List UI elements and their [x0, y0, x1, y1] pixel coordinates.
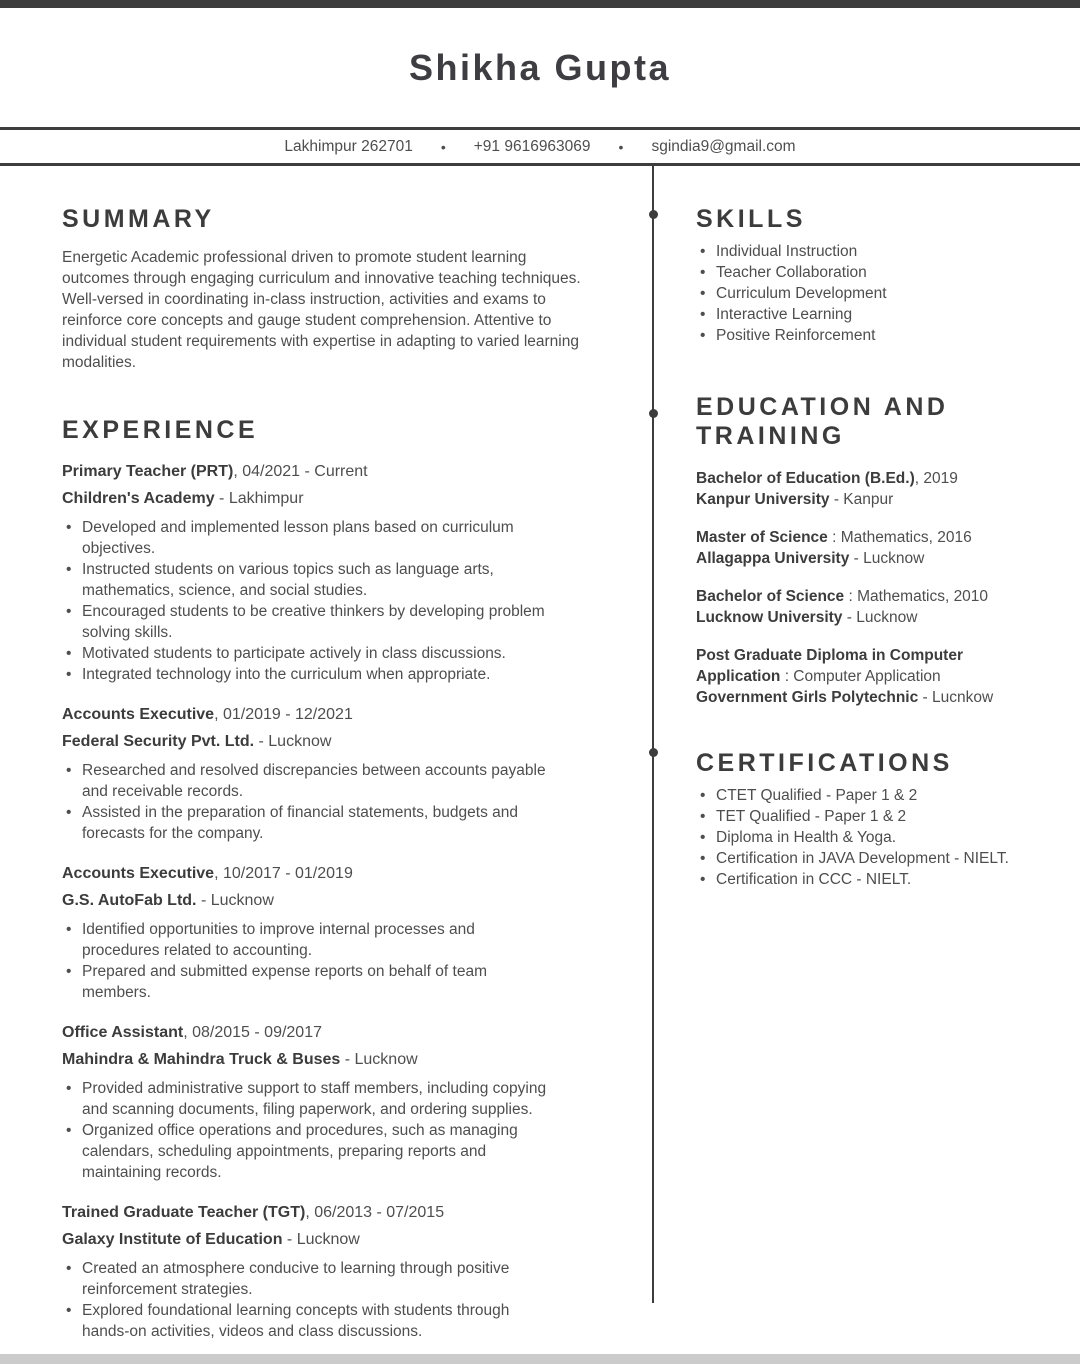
experience-entry [62, 461, 611, 685]
job-dates: , 06/2013 - 07/2015 [305, 1204, 445, 1221]
job-company: G.S. AutoFab Ltd. [62, 892, 197, 909]
degree-name: Master of Science [696, 529, 828, 546]
job-company-line [62, 890, 611, 912]
job-bullet-list [62, 760, 554, 844]
job-title: Primary Teacher (PRT) [62, 463, 234, 480]
section-dot [649, 210, 658, 219]
job-bullet: • Identified opportunities to improve internal processes and procedures related to accounting. [62, 919, 554, 961]
school-line [696, 607, 1040, 628]
job-location: - Lakhimpur [214, 490, 304, 507]
degree-detail: : Computer Application [780, 668, 941, 685]
certification-item: • Diploma in Health & Yoga. [696, 827, 1040, 848]
job-location: - Lucknow [340, 1051, 418, 1068]
certifications-list [696, 785, 1040, 890]
contact-separator: • [440, 138, 446, 155]
job-location: - Lucknow [282, 1231, 360, 1248]
job-title-line [62, 1202, 611, 1224]
job-bullet-list [62, 1258, 554, 1342]
job-bullet-list [62, 919, 554, 1003]
left-column [0, 166, 653, 1354]
job-bullet: • Integrated technology into the curriculum when appropriate. [62, 664, 554, 685]
school-name: Allagappa University [696, 550, 850, 567]
job-title: Trained Graduate Teacher (TGT) [62, 1204, 306, 1221]
top-accent-bar [0, 0, 1080, 8]
degree-detail: : Mathematics, 2010 [844, 588, 989, 605]
contact-phone: +91 9616963069 [473, 137, 591, 155]
contact-email: sgindia9@gmail.com [651, 137, 796, 155]
summary-heading: SUMMARY [62, 205, 215, 233]
job-bullet-list [62, 1078, 554, 1183]
job-bullet: • Encouraged students to be creative thinkers by developing problem solving skills. [62, 601, 554, 643]
experience-entry [62, 1022, 611, 1183]
job-title-line [62, 461, 611, 483]
skills-heading: SKILLS [696, 205, 806, 233]
skill-item: • Teacher Collaboration [696, 262, 1040, 283]
education-entry [696, 527, 1040, 569]
job-company-line [62, 1229, 611, 1251]
job-location: - Lucknow [196, 892, 274, 909]
school-location: - Kanpur [829, 491, 894, 508]
resume-header [0, 8, 1080, 127]
school-location: - Lucnkow [918, 689, 994, 706]
degree-detail: : Mathematics, 2016 [827, 529, 972, 546]
job-title-line [62, 863, 611, 885]
education-heading: EDUCATION AND TRAINING [696, 393, 949, 450]
section-dot [649, 409, 658, 418]
job-dates: , 10/2017 - 01/2019 [214, 865, 353, 882]
job-company: Federal Security Pvt. Ltd. [62, 733, 255, 750]
contact-location: Lakhimpur 262701 [284, 137, 413, 155]
experience-entry [62, 704, 611, 844]
skill-item: • Individual Instruction [696, 241, 1040, 262]
experience-heading: EXPERIENCE [62, 416, 259, 444]
school-line [696, 489, 1040, 510]
person-name: Shikha Gupta [408, 46, 672, 88]
education-entry [696, 645, 1040, 708]
degree-line [696, 468, 1040, 489]
degree-name: Post Graduate Diploma in Computer Application [696, 647, 963, 685]
school-location: - Lucknow [849, 550, 925, 567]
job-bullet: • Prepared and submitted expense reports on behalf of team members. [62, 961, 554, 1003]
job-company: Galaxy Institute of Education [62, 1231, 283, 1248]
resume-body [0, 166, 1080, 1354]
section-dot [649, 748, 658, 757]
job-bullet: • Explored foundational learning concepts with students through hands-on activities, videos and class discussions. [62, 1300, 554, 1342]
school-name: Government Girls Polytechnic [696, 689, 919, 706]
job-bullet: • Developed and implemented lesson plans based on curriculum objectives. [62, 517, 554, 559]
school-name: Kanpur University [696, 491, 830, 508]
certification-item: • Certification in CCC - NIELT. [696, 869, 1040, 890]
degree-name: Bachelor of Science [696, 588, 845, 605]
skills-list [696, 241, 1040, 346]
job-title: Accounts Executive [62, 706, 215, 723]
certifications-heading: CERTIFICATIONS [696, 749, 953, 777]
job-bullet: • Organized office operations and procedures, such as managing calendars, scheduling appointments, preparing reports and maintaining records. [62, 1120, 554, 1183]
education-entry [696, 468, 1040, 510]
school-line [696, 548, 1040, 569]
contact-bar [0, 130, 1080, 163]
job-bullet: • Instructed students on various topics such as language arts, mathematics, science, and social studies. [62, 559, 554, 601]
certification-item: • CTET Qualified - Paper 1 & 2 [696, 785, 1040, 806]
education-entry [696, 586, 1040, 628]
skill-item: • Interactive Learning [696, 304, 1040, 325]
school-location: - Lucknow [842, 609, 918, 626]
job-title: Accounts Executive [62, 865, 215, 882]
skill-item: • Curriculum Development [696, 283, 1040, 304]
job-dates: , 04/2021 - Current [233, 463, 368, 480]
summary-text: Energetic Academic professional driven to promote student learning outcomes through engaging curriculum and innovative teaching techniques. Well-versed in coordinating in-class instruction, activities and exams to reinforce core concepts and gauge student comprehension. Attentive to individual student requirements with expertise in adapting to varied learning modalities. [62, 249, 581, 371]
degree-line [696, 586, 1040, 607]
job-company-line [62, 731, 611, 753]
school-name: Lucknow University [696, 609, 843, 626]
right-column [653, 166, 1080, 1354]
job-bullet: • Motivated students to participate actively in class discussions. [62, 643, 554, 664]
job-bullet: • Researched and resolved discrepancies between accounts payable and receivable records. [62, 760, 554, 802]
school-line [696, 687, 1040, 708]
experience-entry [62, 863, 611, 1003]
job-company-line [62, 488, 611, 510]
degree-line [696, 645, 1040, 687]
job-company-line [62, 1049, 611, 1071]
contact-separator: • [618, 138, 624, 155]
job-title-line [62, 704, 611, 726]
certification-item: • Certification in JAVA Development - NIELT. [696, 848, 1040, 869]
degree-name: Bachelor of Education (B.Ed.) [696, 470, 915, 487]
job-company: Children's Academy [62, 490, 215, 507]
job-dates: , 08/2015 - 09/2017 [183, 1024, 322, 1041]
job-dates: , 01/2019 - 12/2021 [214, 706, 353, 723]
job-bullet: • Created an atmosphere conducive to learning through positive reinforcement strategies. [62, 1258, 554, 1300]
bottom-accent-bar [0, 1354, 1080, 1364]
job-title: Office Assistant [62, 1024, 184, 1041]
column-divider [652, 166, 654, 1303]
degree-line [696, 527, 1040, 548]
job-location: - Lucknow [254, 733, 332, 750]
job-bullet: • Assisted in the preparation of financial statements, budgets and forecasts for the company. [62, 802, 554, 844]
job-bullet-list [62, 517, 554, 685]
experience-entry [62, 1202, 611, 1342]
job-bullet: • Provided administrative support to staff members, including copying and scanning documents, filing paperwork, and ordering supplies. [62, 1078, 554, 1120]
degree-detail: , 2019 [914, 470, 958, 487]
job-company: Mahindra & Mahindra Truck & Buses [62, 1051, 341, 1068]
job-title-line [62, 1022, 611, 1044]
skill-item: • Positive Reinforcement [696, 325, 1040, 346]
certification-item: • TET Qualified - Paper 1 & 2 [696, 806, 1040, 827]
